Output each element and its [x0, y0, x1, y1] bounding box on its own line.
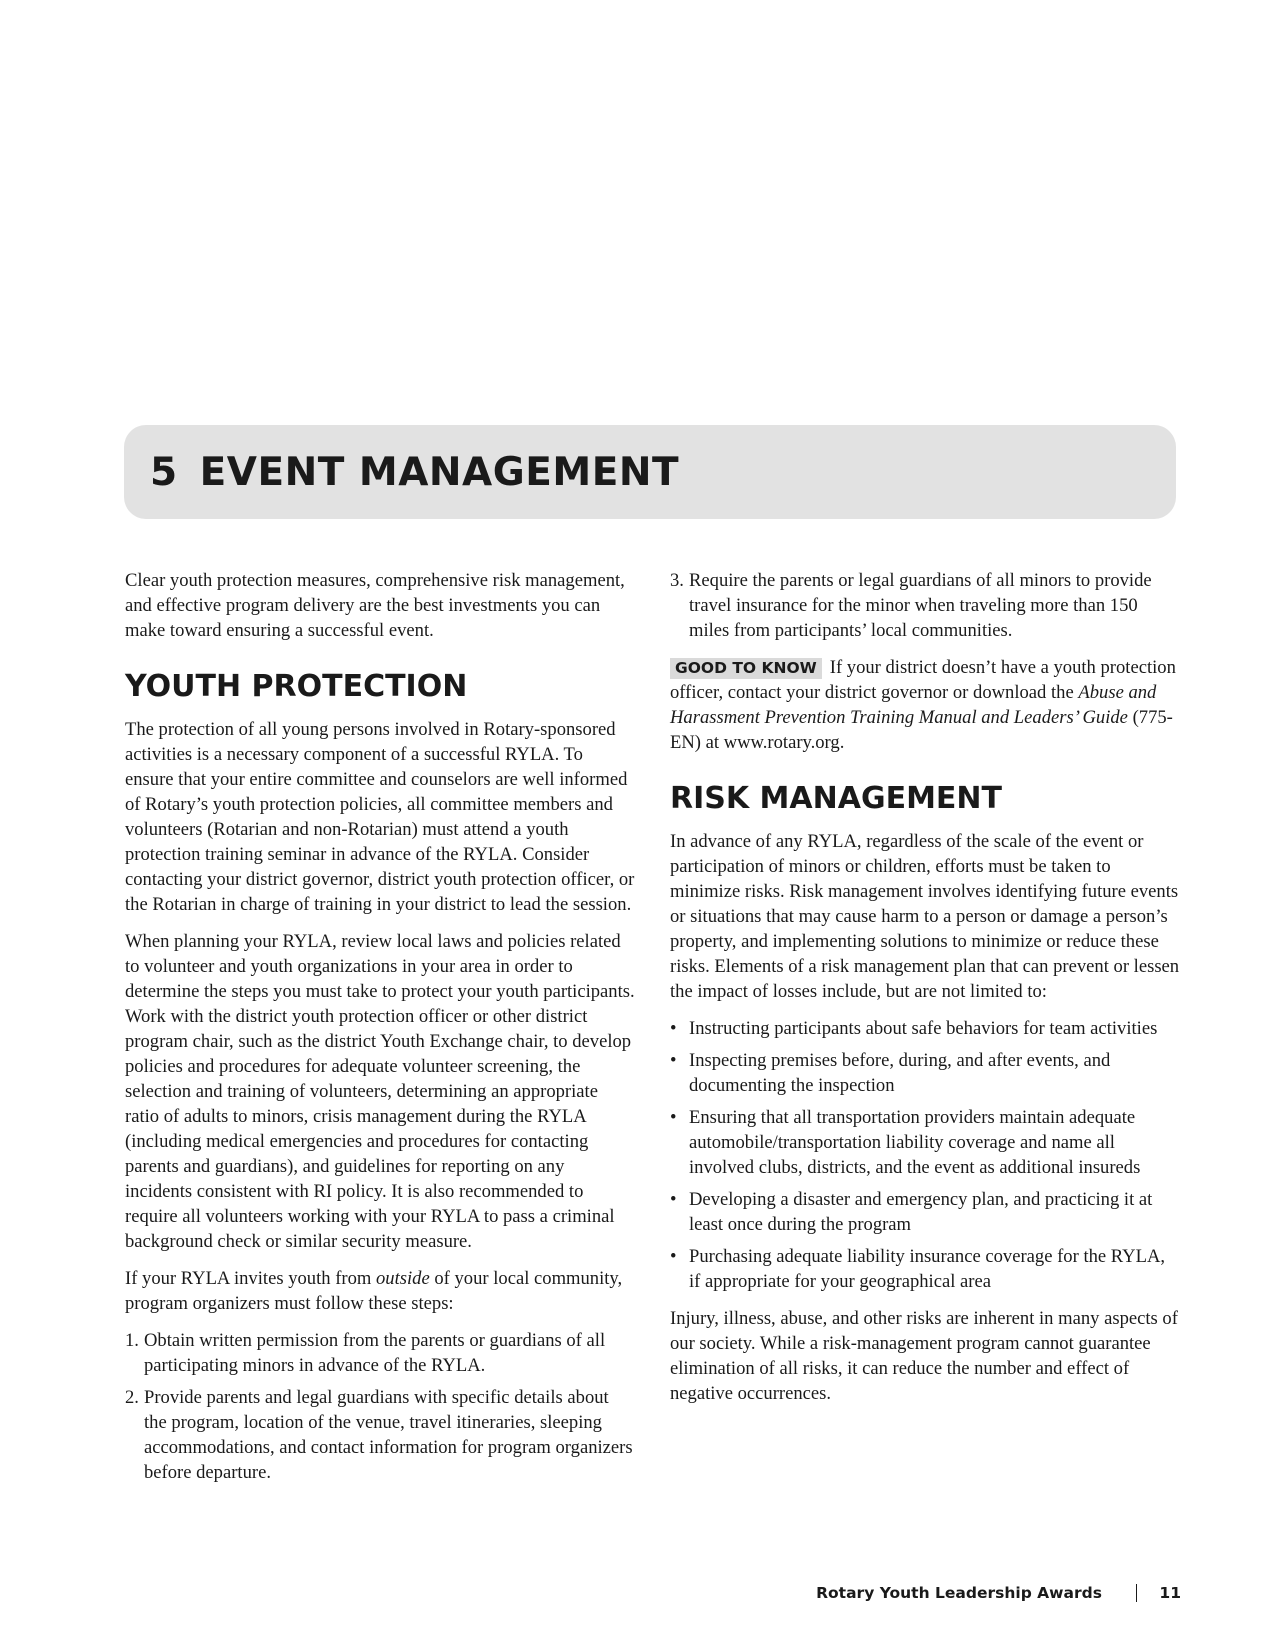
youth-protection-heading: YOUTH PROTECTION [125, 669, 468, 704]
chapter-number: 5 [150, 449, 178, 495]
list-item [670, 1244, 1180, 1294]
bullet-icon: • [670, 1246, 677, 1267]
outside-para-before: If your RYLA invites youth from [125, 1268, 376, 1289]
footer-divider [1136, 1584, 1138, 1602]
bullet-text: Developing a disaster and emergency plan, and practicing it at least once during the program [689, 1189, 1153, 1235]
guide-title: Abuse and Harassment Prevention Training Manual and Leaders’ Guide [670, 682, 1157, 728]
step-number: 2. [125, 1387, 139, 1408]
right-column [670, 568, 1180, 1418]
steps-list-continued [670, 568, 1180, 643]
good-to-know-badge: GOOD TO KNOW [670, 658, 822, 679]
list-item [670, 1016, 1180, 1041]
good-to-know-callout [670, 655, 1180, 755]
bullet-icon: • [670, 1107, 677, 1128]
outside-community-paragraph [125, 1266, 635, 1316]
left-column [125, 568, 635, 1497]
list-item [125, 1385, 635, 1485]
good-to-know-text-before: If your district doesn’t have a youth protection officer, contact your district governor or download the [670, 657, 1176, 703]
risk-management-closing: Injury, illness, abuse, and other risks are inherent in many aspects of our society. While a risk-management program cannot guarantee elimination of all risks, it can reduce the number and effect of negative occurrences. [670, 1308, 1178, 1404]
step-text: Obtain written permission from the parents or guardians of all participating minors in advance of the RYLA. [144, 1330, 606, 1376]
list-item [670, 568, 1180, 643]
bullet-text: Instructing participants about safe behaviors for team activities [689, 1018, 1158, 1039]
steps-list [125, 1328, 635, 1485]
bullet-text: Inspecting premises before, during, and after events, and documenting the inspection [689, 1050, 1111, 1096]
list-item [670, 1048, 1180, 1098]
chapter-banner [124, 425, 1176, 519]
step-text: Require the parents or legal guardians of all minors to provide travel insurance for the minor when traveling more than 150 miles from participants’ local communities. [689, 570, 1152, 641]
page-footer [816, 1584, 1181, 1602]
step-text: Provide parents and legal guardians with specific details about the program, location of the venue, travel itineraries, sleeping accommodations, and contact information for program organizers before departure. [144, 1387, 633, 1483]
outside-para-after: of your local community, program organizers must follow these steps: [125, 1268, 623, 1314]
good-to-know-text-after: (775-EN) at www.rotary.org. [670, 707, 1173, 753]
bullet-icon: • [670, 1050, 677, 1071]
youth-protection-paragraph-2: When planning your RYLA, review local laws and policies related to volunteer and youth organizations in your area in order to determine the steps you must take to protect your youth participants. Work with the district youth protection officer or other district program chair, such as the district Youth Exchange chair, to develop policies and procedures for adequate volunteer screening, the selection and training of volunteers, determining an appropriate ratio of adults to minors, crisis management during the RYLA (including medical emergencies and procedures for contacting parents and guardians), and guidelines for reporting on any incidents consistent with RI policy. It is also recommended to require all volunteers working with your RYLA to pass a criminal background check or similar security measure. [125, 931, 635, 1252]
list-item [670, 1187, 1180, 1237]
youth-protection-paragraph-1: The protection of all young persons involved in Rotary-sponsored activities is a necessary component of a successful RYLA. To ensure that your entire committee and counselors are well informed of Rotary’s youth protection policies, all committee members and volunteers (Rotarian and non-Rotarian) must attend a youth protection training seminar in advance of the RYLA. Consider contacting your district governor, district youth protection officer, or the Rotarian in charge of training in your district to lead the session. [125, 719, 635, 915]
bullet-icon: • [670, 1018, 677, 1039]
bullet-icon: • [670, 1189, 677, 1210]
list-item [670, 1105, 1180, 1180]
bullet-text: Ensuring that all transportation providers maintain adequate automobile/transportation liability coverage and name all involved clubs, districts, and the event as additional insureds [689, 1107, 1141, 1178]
risk-elements-list [670, 1016, 1180, 1294]
step-number: 3. [670, 570, 684, 591]
risk-management-intro: In advance of any RYLA, regardless of the scale of the event or participation of minors or children, efforts must be taken to minimize risks. Risk management involves identifying future events or situations that may cause harm to a person or damage a person’s property, and implementing solutions to minimize or reduce these risks. Elements of a risk management plan that can prevent or lessen the impact of losses include, but are not limited to: [670, 831, 1180, 1002]
outside-para-emphasis: outside [376, 1268, 430, 1289]
risk-management-heading: RISK MANAGEMENT [670, 781, 1002, 816]
bullet-text: Purchasing adequate liability insurance coverage for the RYLA, if appropriate for your geographical area [689, 1246, 1166, 1292]
step-number: 1. [125, 1330, 139, 1351]
intro-paragraph: Clear youth protection measures, comprehensive risk management, and effective program delivery are the best investments you can make toward ensuring a successful event. [125, 570, 625, 641]
list-item [125, 1328, 635, 1378]
page-number: 11 [1159, 1584, 1181, 1602]
footer-title: Rotary Youth Leadership Awards [816, 1584, 1102, 1602]
chapter-title: EVENT MANAGEMENT [199, 449, 680, 495]
